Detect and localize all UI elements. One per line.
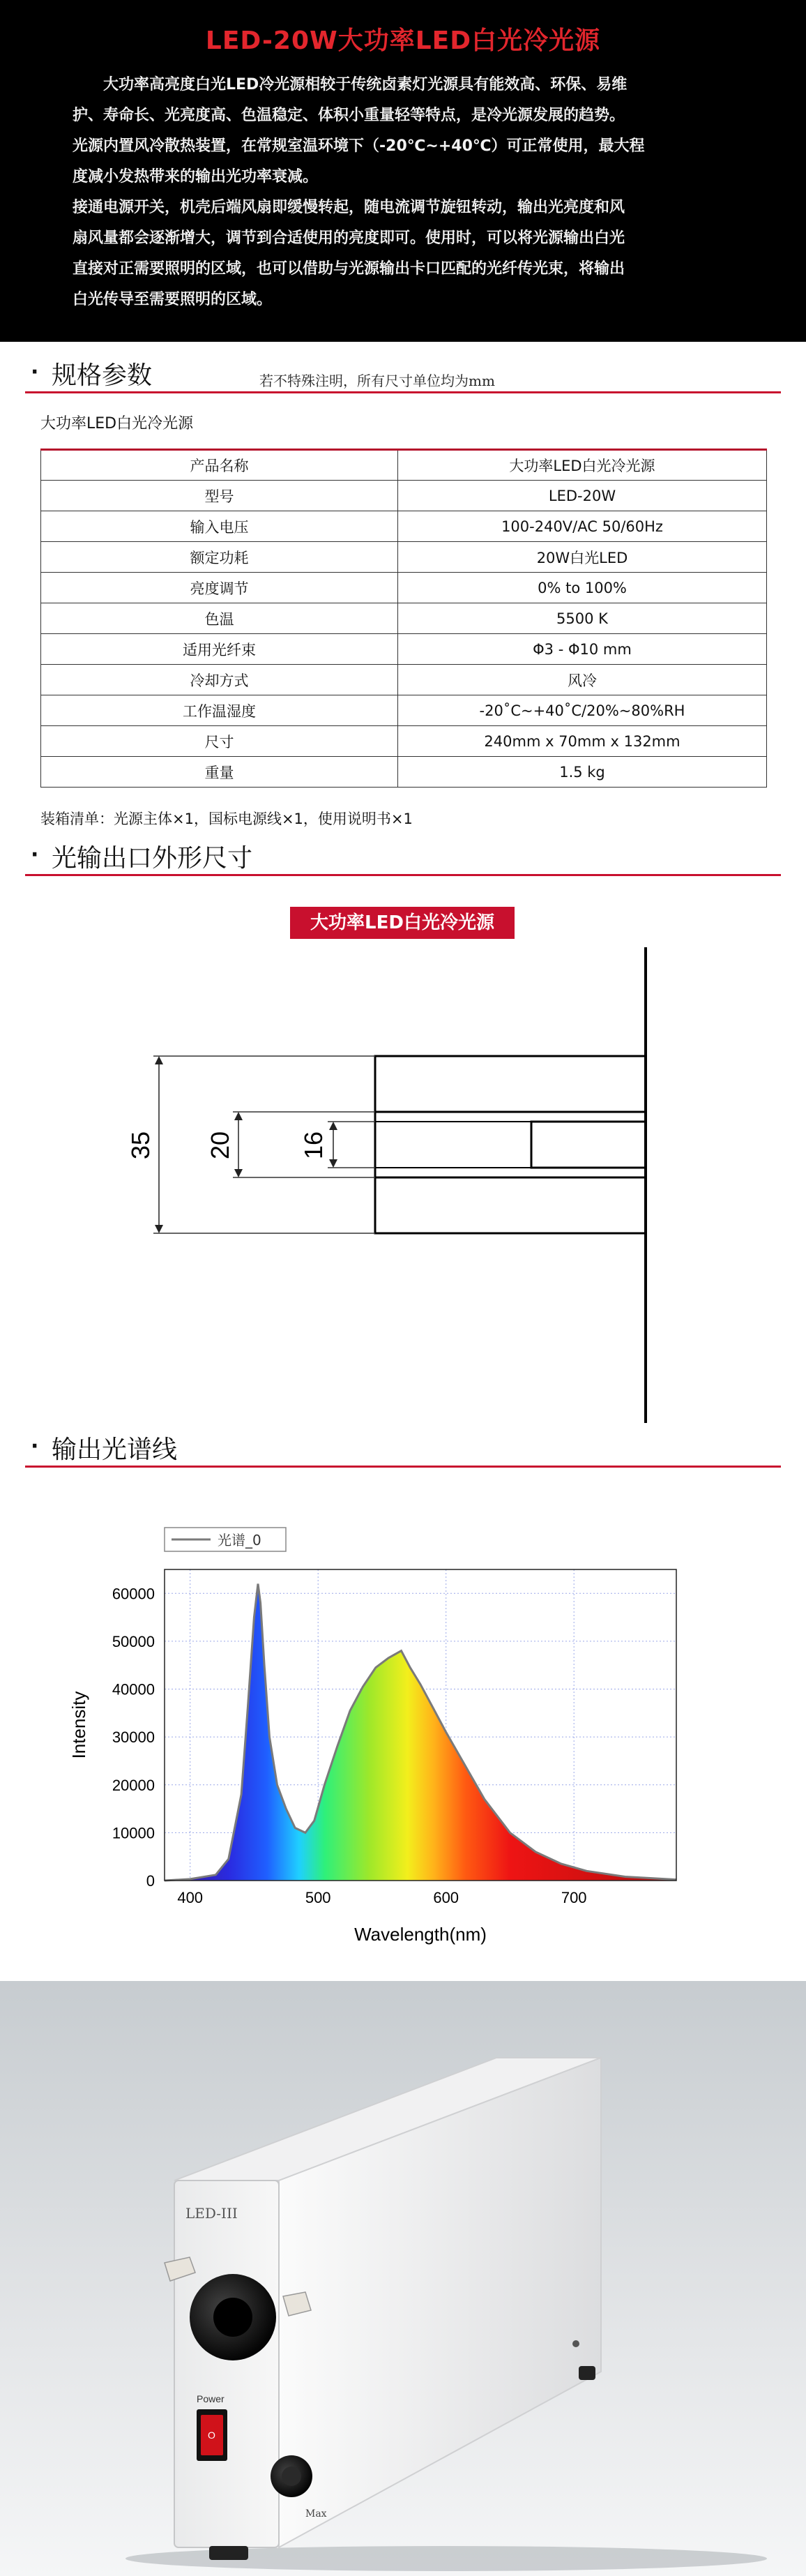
product-photo <box>0 1981 806 2576</box>
intro-line: 大功率高亮度白光LED冷光源相较于传统卤素灯光源具有能效高、环保、易维 <box>103 76 628 93</box>
outer-housing <box>375 1056 646 1233</box>
spec-value: LED-20W <box>398 481 767 511</box>
spec-key: 重量 <box>41 757 398 788</box>
spec-key: 产品名称 <box>41 450 398 481</box>
spectrum-chart <box>42 1507 774 1960</box>
spec-value: 大功率LED白光冷光源 <box>398 450 767 481</box>
intro-line: 光源内置风冷散热装置，在常规室温环境下（-20℃~+40℃）可正常使用，最大程 <box>73 137 645 155</box>
spectrum-area <box>165 1584 676 1881</box>
spec-value: 风冷 <box>398 665 767 695</box>
spec-key: 型号 <box>41 481 398 511</box>
spec-row <box>41 665 767 695</box>
spec-key: 额定功耗 <box>41 542 398 573</box>
spec-row <box>41 450 767 481</box>
x-tick-label: 700 <box>561 1889 587 1906</box>
spec-key: 冷却方式 <box>41 665 398 695</box>
y-axis-label: Intensity <box>68 1691 89 1759</box>
y-tick-label: 60000 <box>112 1585 155 1603</box>
spec-key: 输入电压 <box>41 511 398 542</box>
housing-front <box>174 2180 279 2547</box>
spec-key: 工作温湿度 <box>41 695 398 726</box>
dimensions-heading: 光输出口外形尺寸 <box>52 844 253 873</box>
intro-line: 扇风量都会逐渐增大，调节到合适使用的亮度即可。使用时，可以将光源输出白光 <box>73 229 625 247</box>
bullet-dot: · <box>31 1434 39 1459</box>
spec-row <box>41 603 767 634</box>
x-tick-label: 400 <box>177 1889 204 1906</box>
spec-value: 1.5 kg <box>398 757 767 788</box>
y-tick-label: 20000 <box>112 1776 155 1794</box>
spec-row <box>41 634 767 665</box>
x-tick-label: 500 <box>305 1889 331 1906</box>
spec-row <box>41 542 767 573</box>
chart-labels <box>68 1585 587 1945</box>
spec-value: 240mm x 70mm x 132mm <box>398 726 767 757</box>
intro-line: 度减小发热带来的输出光功率衰减。 <box>73 168 319 186</box>
power-label: Power <box>197 2393 225 2404</box>
pack-list: 装箱清单：光源主体×1，国标电源线×1，使用说明书×1 <box>40 811 413 827</box>
y-tick-label: 30000 <box>112 1728 155 1747</box>
spec-row <box>41 481 767 511</box>
bullet-dot: · <box>31 843 39 867</box>
intro-line: 白光传导至需要照明的区域。 <box>73 291 273 308</box>
dim-35-text: 35 <box>126 1131 155 1160</box>
y-tick-label: 50000 <box>112 1632 155 1650</box>
spec-key: 尺寸 <box>41 726 398 757</box>
spec-table <box>40 449 767 788</box>
spec-key: 适用光纤束 <box>41 634 398 665</box>
rubber-foot <box>209 2546 248 2560</box>
specs-heading: 规格参数 <box>52 361 153 390</box>
header-banner <box>0 0 806 342</box>
model-label: LED-III <box>185 2205 238 2222</box>
specs-section-heading <box>25 354 781 393</box>
y-tick-label: 40000 <box>112 1680 155 1698</box>
intro-line: 护、寿命长、光亮度高、色温稳定、体积小重量轻等特点，是冷光源发展的趋势。 <box>73 107 625 124</box>
spec-value: 20W白光LED <box>398 542 767 573</box>
spec-row <box>41 695 767 726</box>
spectrum-section-heading <box>25 1429 781 1468</box>
inner-bore <box>531 1122 646 1168</box>
spec-row <box>41 757 767 788</box>
spec-key: 亮度调节 <box>41 573 398 603</box>
spec-row <box>41 511 767 542</box>
spec-value: 5500 K <box>398 603 767 634</box>
dimension-drawing-label: 大功率LED白光冷光源 <box>290 907 515 939</box>
rubber-foot <box>579 2366 595 2380</box>
spec-key: 色温 <box>41 603 398 634</box>
legend-label: 光谱_0 <box>218 1532 261 1549</box>
dim-20-text: 20 <box>206 1131 234 1160</box>
dim-16-text: 16 <box>299 1131 328 1160</box>
spec-value: -20˚C~+40˚C/20%~80%RH <box>398 695 767 726</box>
intro-line: 直接对正需要照明的区域，也可以借助与光源输出卡口匹配的光纤传光束，将输出 <box>73 260 625 278</box>
specs-note: 若不特殊注明，所有尺寸单位均为mm <box>259 372 495 389</box>
y-tick-label: 0 <box>146 1872 155 1890</box>
page-title: LED-20W大功率LED白光冷光源 <box>205 27 601 55</box>
spec-value: Φ3 - Φ10 mm <box>398 634 767 665</box>
spec-row <box>41 726 767 757</box>
dimension-drawing <box>0 935 806 1423</box>
chart-fill <box>165 1584 676 1881</box>
bullet-dot: · <box>31 360 39 384</box>
x-axis-label: Wavelength(nm) <box>354 1924 487 1945</box>
max-label: Max <box>305 2508 327 2519</box>
x-tick-label: 600 <box>433 1889 459 1906</box>
spec-row <box>41 573 767 603</box>
intro-text <box>73 70 722 315</box>
dimensions-section-heading <box>25 837 781 876</box>
spec-value: 100-240V/AC 50/60Hz <box>398 511 767 542</box>
chart-legend <box>165 1528 286 1551</box>
spectrum-heading: 输出光谱线 <box>52 1436 178 1464</box>
y-tick-label: 10000 <box>112 1824 155 1842</box>
spec-value: 0% to 100% <box>398 573 767 603</box>
svg-text:O: O <box>208 2430 215 2441</box>
spec-table-title: 大功率LED白光冷光源 <box>40 415 194 432</box>
intro-line: 接通电源开关，机壳后端风扇即缓慢转起，随电流调节旋钮转动，输出光亮度和风 <box>73 199 625 216</box>
